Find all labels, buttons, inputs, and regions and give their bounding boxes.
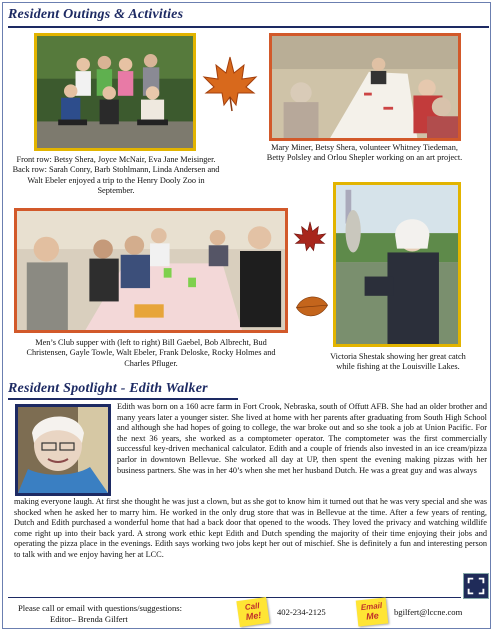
fishing-trip-photo (333, 182, 461, 347)
footer-contact-line: Please call or email with questions/suggestions: (18, 603, 182, 613)
edith-walker-bio-rest: making everyone laugh. At first she thought he was just a clown, but as she got to know him it turned out that he was very special and she was shocked when he asked her to marry him. He worked in the only drug store that was in Bellevue at the time. After a few years of renting, Dutch and Edith purchased a wonderful home that had a back door that opened to the woods. They loved the privacy and watching wildlife come right up into their back yard. A strong work ethic kept Edith and Dutch spending the majority of their time enjoying their jobs and operating the pizza place in the evenings. Edith says working two jobs kept her out of mischief. She is definitely a fun and interesting person to talk with and we enjoy having her at LCC. (14, 497, 487, 559)
spotlight-title-rule (8, 398, 238, 400)
maple-leaf-icon (200, 55, 260, 113)
fullscreen-button[interactable] (463, 573, 489, 599)
mens-club-supper-caption: Men’s Club supper with (left to right) Bill Gaebel, Bob Albrecht, Bud Christensen, Gayle Towle, Walt Ebeler, Frank Deloske, Rocky Holmes and Charles Pfluger. (26, 338, 276, 368)
spotlight-section-title: Resident Spotlight - Edith Walker (8, 381, 208, 396)
email-note-line1: Email (360, 600, 383, 613)
call-note-line1: Call (244, 601, 261, 613)
edith-walker-bio-first: Edith was born on a 160 acre farm in Fort Crook, Nebraska, south of Offutt AFB. She had an older brother and many years later a younger sister. She lived at home with her parents after graduating from South High School and although she had hopes of going to college, the war broke out and so she took a job at Union Pacific. For the next 36 years, she worked as a comptometer operator. The comptometer was the first commercially successful key-driven mechanical calculator. Edith and a couple of friends also invested in an ice cream/pizza parlor in downtown Bellevue. She worked all day at UP, then spent the evening making pizzas with her business partners. She was in her 40’s when she met her husband Dutch. He was a great guy and was always (117, 402, 487, 475)
footer-rule (8, 597, 461, 598)
expand-icon (464, 574, 488, 598)
zoo-trip-caption: Front row: Betsy Shera, Joyce McNair, Eva Jane Meisinger. Back row: Sarah Conry, Barb Stohlmann, Linda Andersen and Walt Ebeler enjoyed a trip to the Henry Dooly Zoo in September. (12, 155, 220, 196)
footer-editor-line: Editor– Brenda Gilfert (50, 614, 128, 624)
mens-club-supper-photo (14, 208, 288, 333)
call-note-line2: Me! (245, 609, 262, 622)
edith-walker-portrait (15, 404, 111, 496)
orange-leaf-icon (294, 292, 330, 322)
footer-phone[interactable]: 402-234-2125 (277, 607, 326, 617)
outings-section-title: Resident Outings & Activities (8, 7, 184, 22)
zoo-trip-photo (34, 33, 196, 151)
fishing-trip-caption: Victoria Shestak showing her great catch while fishing at the Louisville Lakes. (330, 352, 466, 372)
art-project-photo (269, 33, 461, 141)
red-maple-leaf-icon (292, 220, 328, 256)
email-me-sticky-note (356, 598, 389, 627)
outings-title-rule (8, 26, 489, 28)
footer-email[interactable]: bgilfert@lccne.com (394, 607, 463, 617)
email-note-line2: Me (365, 610, 380, 622)
art-project-caption: Mary Miner, Betsy Shera, volunteer Whitney Tiedeman, Betty Polsley and Orlou Shepler working on an art project. (266, 143, 463, 163)
call-me-sticky-note (236, 597, 269, 627)
